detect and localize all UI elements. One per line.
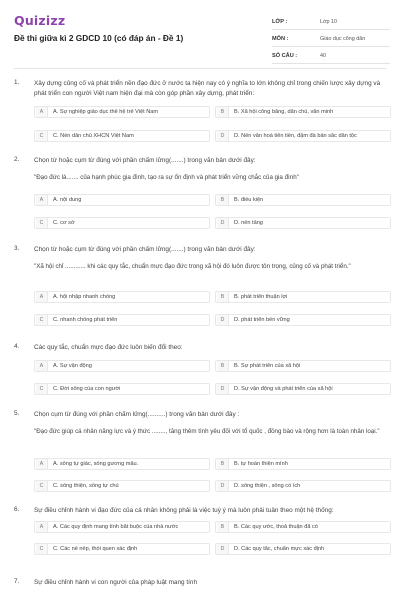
option-text: C. cơ sở [53,220,75,226]
option-letter: D [217,384,229,394]
option-c[interactable] [34,543,210,555]
question-text: Sự điều chỉnh hành vi con người của pháp luật mang tính [34,579,198,586]
option-a[interactable] [34,458,210,470]
question-quote: "Đạo đức giúp cá nhân năng lực và ý thức ........, tăng thêm tình yêu đối với tổ quốc , đồng bào và rộng hơn là toàn nhân loại." [34,428,380,435]
meta-label: SỐ CÂU : [272,52,298,59]
option-letter: D [217,315,229,325]
question-text: Chọn cụm từ đúng với phần chấm lửng(..........) trong văn bản dưới đây : [34,411,240,418]
option-text: B. Xã hội công bằng, dân chủ, văn minh [234,109,334,115]
option-text: D. nền tảng [234,220,263,226]
option-text: C. sống thiện, sống tự chủ [53,483,119,489]
question-number: 6. [14,506,20,513]
option-c[interactable] [34,217,210,229]
option-text: A. sống tự giác, sống gương mẫu. [53,461,139,467]
meta-info [272,14,390,65]
meta-row-count [272,48,390,64]
option-d[interactable] [215,480,391,492]
question-text: Các quy tắc, chuẩn mực đạo đức luôn biến đổi theo: [34,344,183,351]
document-header [0,0,400,62]
question-text: Chọn từ hoặc cụm từ đúng với phần chấm lửng(.......) trong văn bản dưới đây: [34,246,256,253]
option-d[interactable] [215,130,391,142]
document-title: Đề thi giữa kì 2 GDCD 10 (có đáp án - Đề 1) [14,33,184,43]
meta-value: Giáo dục công dân [320,35,366,42]
option-text: A. Các quy định mang tính bắt buộc của nhà nước [53,524,179,530]
meta-value: 40 [320,52,326,59]
option-text: D. Nền văn hoá tiên tiến, đậm đà bản sắc dân tộc [234,133,357,139]
option-letter: A [36,459,48,469]
question-number: 7. [14,578,20,585]
option-a[interactable] [34,521,210,533]
option-b[interactable] [215,106,391,118]
option-d[interactable] [215,543,391,555]
option-text: B. điều kiện [234,197,264,203]
option-letter: B [217,107,229,117]
option-a[interactable] [34,106,210,118]
option-letter: B [217,195,229,205]
question-number: 3. [14,245,20,252]
option-b[interactable] [215,291,391,303]
option-letter: D [217,544,229,554]
option-letter: D [217,218,229,228]
meta-value: Lớp 10 [320,18,338,25]
option-a[interactable] [34,360,210,372]
option-text: A. hội nhập nhanh chóng [53,294,116,300]
option-letter: B [217,292,229,302]
option-b[interactable] [215,360,391,372]
option-text: B. Sự phát triển của xã hội [234,363,301,369]
option-text: D. phát triển bền vững [234,317,290,323]
option-text: B. Các quy ước, thoả thuận đã có [234,524,318,530]
option-letter: B [217,361,229,371]
meta-row-subject [272,31,390,47]
option-letter: C [36,315,48,325]
header-divider [14,68,386,69]
option-letter: C [36,218,48,228]
option-letter: A [36,195,48,205]
option-a[interactable] [34,194,210,206]
option-c[interactable] [34,383,210,395]
question-quote: "Xã hội chỉ ............ khi các quy tắc, chuẩn mực đạo đức trong xã hội đó luôn được tôn trọng, củng cố và phát triển." [34,263,351,270]
question-text: Xây dựng củng cố và phát triển nền đạo đức ở nước ta hiện nay có ý nghĩa to lớn không chỉ trong chiến lược xây dựng và phát triển con người Việt nam hiện đại mà còn góp phần xây dựng, phát triển: [34,80,381,97]
option-text: C. nhanh chóng phát triển [53,317,118,323]
option-letter: D [217,481,229,491]
option-c[interactable] [34,480,210,492]
option-text: C. Các nề nếp, thói quen xác định [53,546,138,552]
option-letter: D [217,131,229,141]
option-text: A. Sự nghiệp giáo dục thế hệ trẻ Việt Nam [53,109,159,115]
option-letter: C [36,384,48,394]
option-letter: C [36,131,48,141]
option-b[interactable] [215,194,391,206]
option-text: B. tự hoàn thiện mình [234,461,288,467]
option-d[interactable] [215,217,391,229]
meta-label: LỚP : [272,18,288,25]
option-c[interactable] [34,314,210,326]
question-number: 5. [14,410,20,417]
question-quote: "Đạo đức là....... của hạnh phúc gia đình, tạo ra sự ổn định và phát triển vững chắc của gia đình" [34,174,299,181]
option-text: D. sống thiện , sống có ích [234,483,301,489]
option-text: D. Các quy tắc, chuẩn mực xác định [234,546,325,552]
option-letter: A [36,107,48,117]
quizizz-logo: Quizizz [14,13,66,28]
option-text: D. Sự vận động và phát triển của xã hội [234,386,333,392]
option-d[interactable] [215,314,391,326]
option-c[interactable] [34,130,210,142]
option-letter: B [217,522,229,532]
option-b[interactable] [215,458,391,470]
option-a[interactable] [34,291,210,303]
meta-row-class [272,14,390,30]
meta-label: MÔN : [272,35,289,42]
option-letter: A [36,361,48,371]
option-text: A. Sự vận động [53,363,92,369]
option-d[interactable] [215,383,391,395]
option-text: A. nội dung [53,197,82,203]
question-text: Sự điều chỉnh hành vi đạo đức của cá nhân không phải là việc tuỳ ý mà luôn phải tuân theo một hệ thống: [34,507,334,514]
option-letter: C [36,544,48,554]
option-text: C. Đời sống của con người [53,386,121,392]
option-letter: C [36,481,48,491]
question-number: 2. [14,156,20,163]
option-b[interactable] [215,521,391,533]
option-letter: B [217,459,229,469]
question-number: 4. [14,343,20,350]
option-letter: A [36,292,48,302]
option-text: B. phát triển thuận lợi [234,294,288,300]
option-letter: A [36,522,48,532]
option-text: C. Nền dân chủ XHCN Việt Nam [53,133,134,139]
question-text: Chọn từ hoặc cụm từ đúng với phần chấm lửng(.......) trong văn bản dưới đây: [34,157,256,164]
question-number: 1. [14,79,20,86]
